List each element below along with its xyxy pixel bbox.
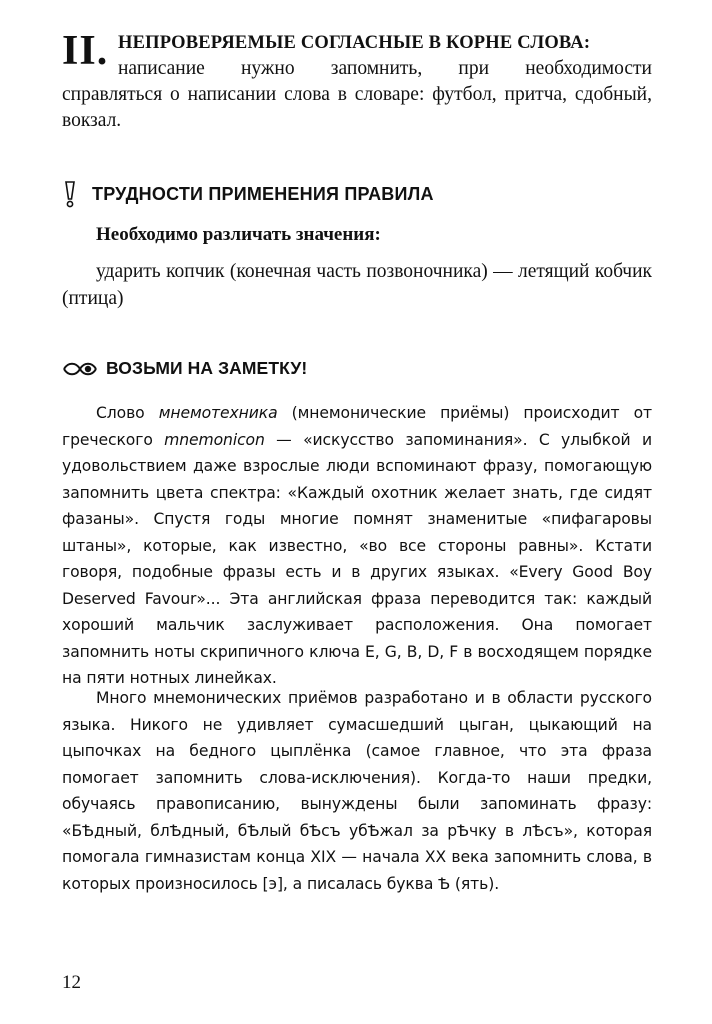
section-2-rest: справляться о написании слова в словаре: футбол, притча, сдобный, вокзал.	[62, 84, 652, 131]
note-p1-part-a: Слово	[96, 404, 159, 422]
note-greek-term: mnemonicon	[164, 430, 265, 449]
page-number: 12	[62, 972, 81, 993]
note-term: мнемотехника	[158, 404, 278, 422]
difficulties-heading: ТРУДНОСТИ ПРИМЕНЕНИЯ ПРАВИЛА	[92, 183, 434, 204]
note-paragraph-2: Много мнемонических приёмов разработано и в области русского языка. Никого не удивляет сумасшедший цыган, цыкающий на цыпочках на бедного цыплёнка (самое главное, что эта фраза помогает запомнить слова-исключения). Когда-то наши предки, обучаясь правописанию, вынуждены были запоминать фразу: «БѢдный, блѢдный, бѢлый бѢсъ убѢжал за рѢчку в лѢсъ», которая помогала гимназистам конца XIX — начала XX века запомнить слова, в которых произносилось [э], а писалась буква Ѣ (ять).	[62, 689, 652, 893]
section-2	[62, 30, 652, 134]
difficulties-heading-row	[62, 180, 434, 208]
note-heading: ВОЗЬМИ НА ЗАМЕТКУ!	[106, 358, 308, 378]
difficulties-subheading: Необходимо различать значения:	[96, 224, 381, 245]
section-numeral: II.	[62, 28, 109, 74]
note-heading-row	[62, 358, 307, 379]
section-2-text	[62, 30, 652, 134]
difficulties-example: ударить копчик (конечная часть позвоночника) — летящий кобчик (птица)	[62, 261, 652, 309]
note-paragraph-1	[62, 400, 652, 692]
eye-icon	[62, 360, 98, 378]
section-2-heading: НЕПРОВЕРЯЕМЫЕ СОГЛАСНЫЕ В КОРНЕ СЛОВА:	[118, 33, 591, 53]
section-2-line1: написание нужно запомнить, при необходимости	[118, 58, 652, 79]
exclamation-icon	[62, 180, 78, 208]
note-p1-part-c: — «искусство запоминания». С улыбкой и удовольствием даже взрослые люди вспоминают фразу, помогающую запомнить цвета спектра: «Каждый охотник желает знать, где сидят фазаны». Спустя годы многие помнят знаменитые «пифагаровы штаны», которые, как известно, «во все стороны равны». Кстати говоря, подобные фразы есть и в других языках. «Every Good Boy Deserved Favour»... Эта английская фраза переводится так: каждый хороший мальчик заслуживает расположения. Она помогает запомнить ноты скрипичного ключа E, G, B, D, F в восходящем порядке на пяти нотных линейках.	[62, 430, 652, 687]
note-p1-part-b: (мнемонические приёмы) происходит от греческого	[62, 404, 652, 449]
